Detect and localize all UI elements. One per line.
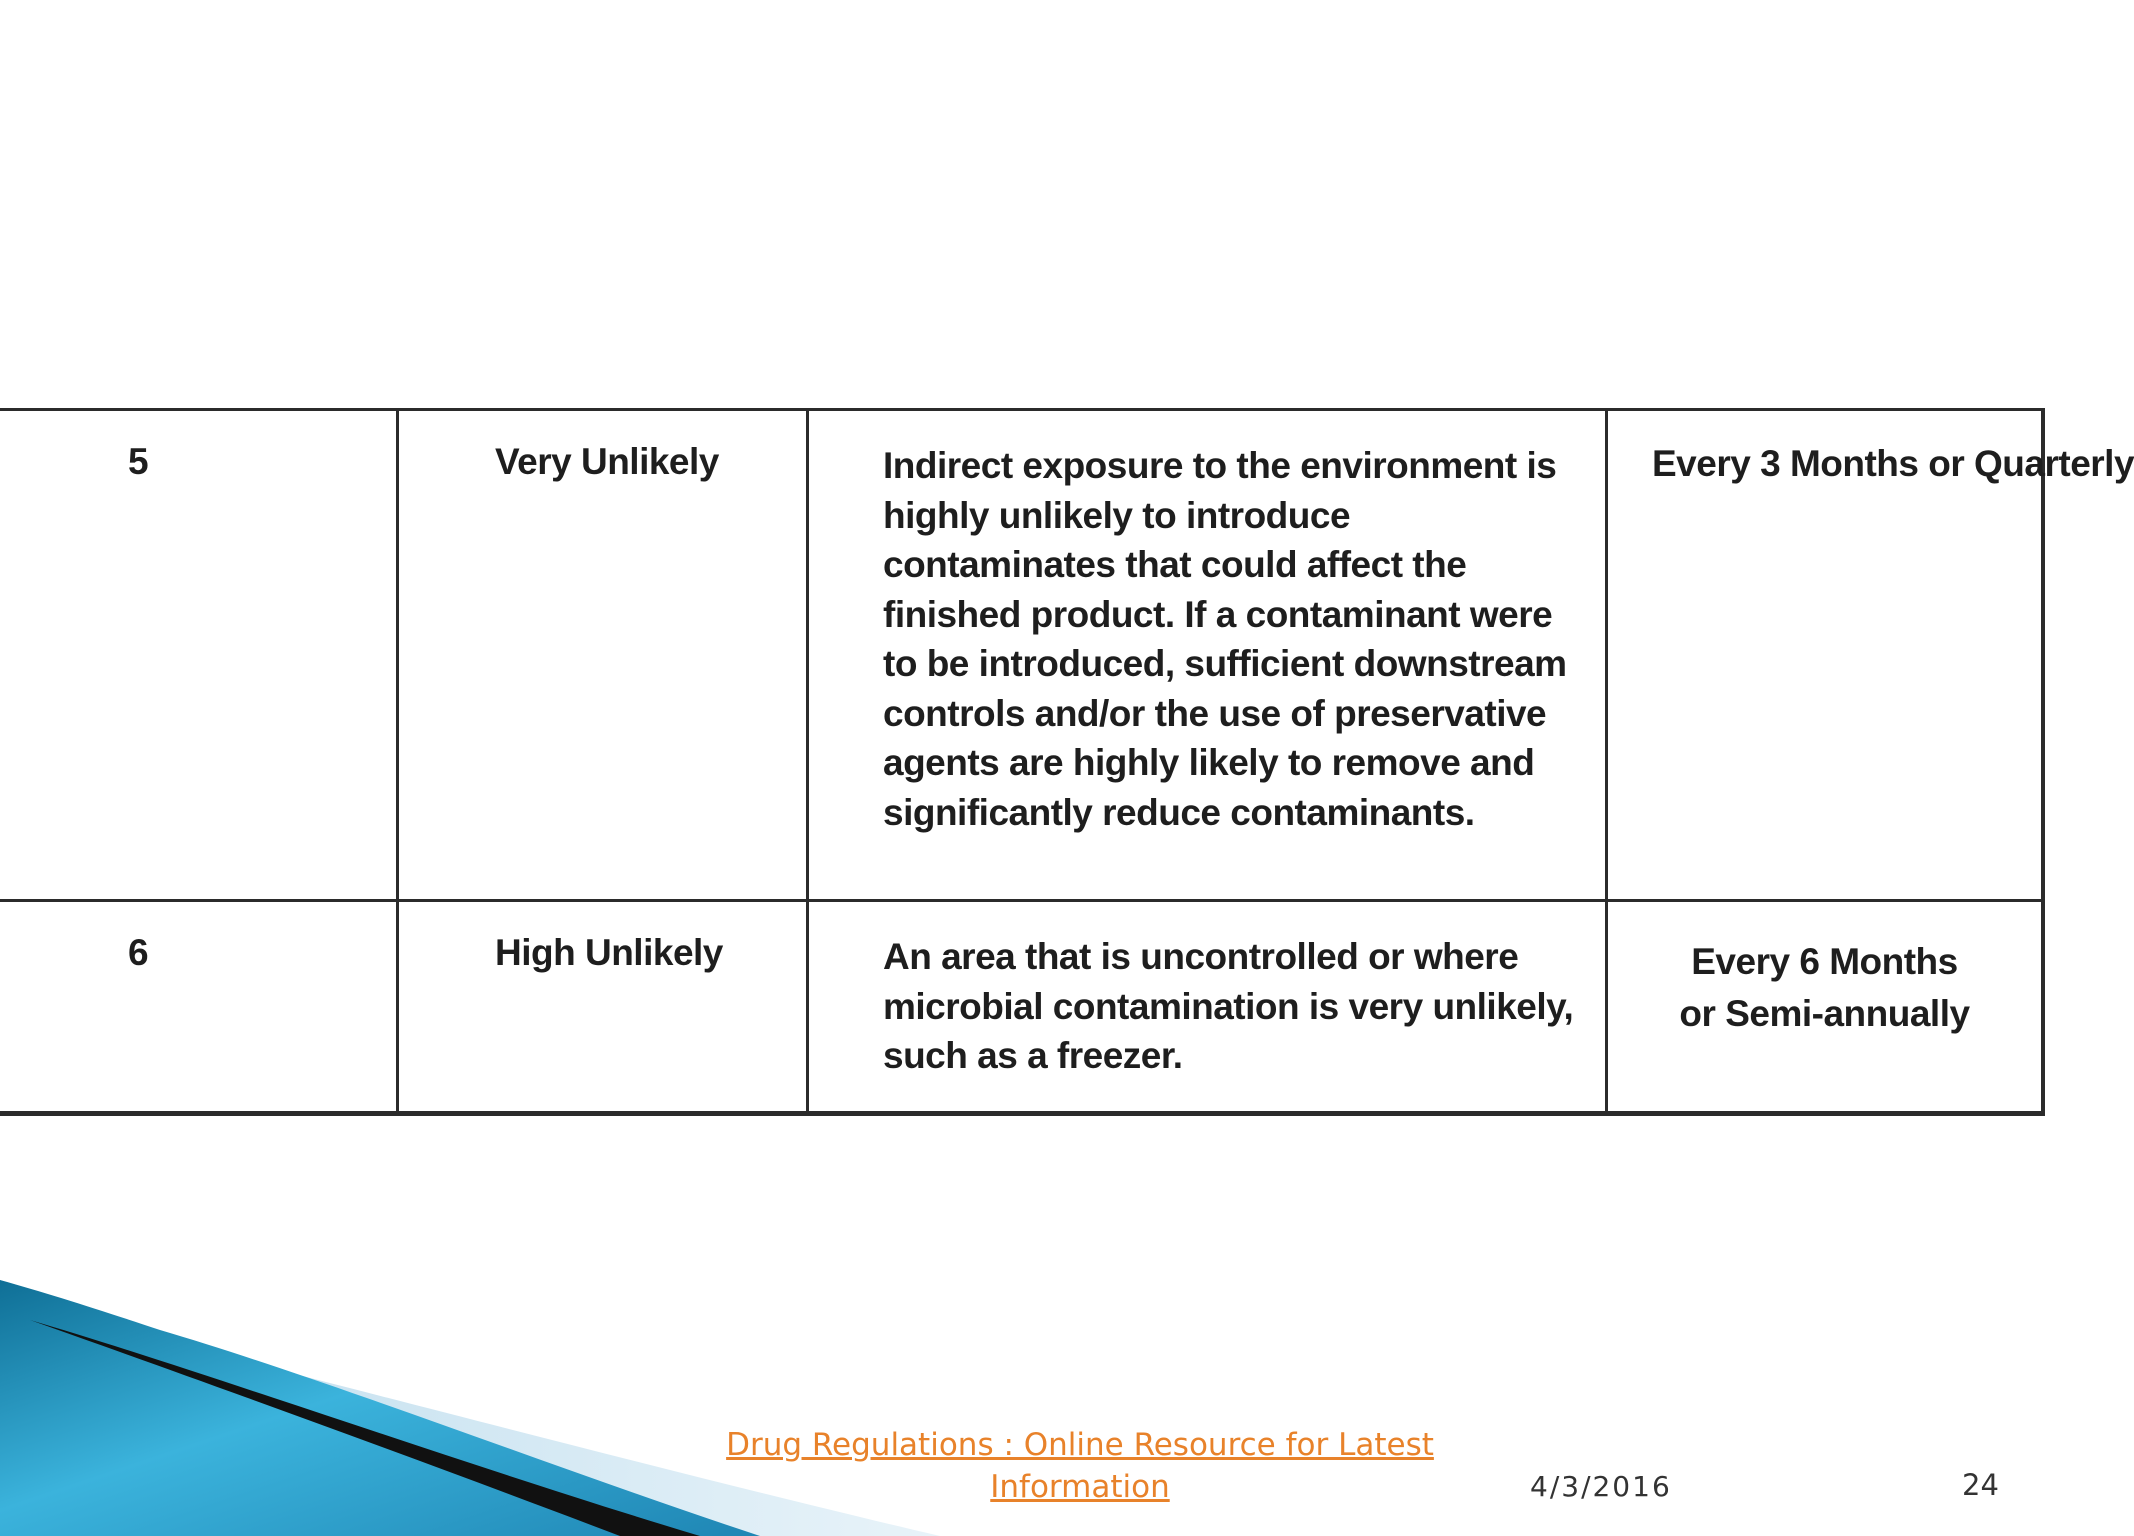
footer-link-line[interactable]: Information	[990, 1469, 1170, 1505]
row-number: 5	[127, 441, 149, 482]
frequency-line: Every 6 Months	[1691, 941, 1958, 983]
frequency-cell: Every 3 Months or Quarterly	[1607, 410, 2044, 901]
risk-frequency-table	[0, 408, 2134, 1116]
likelihood-label: Very Unlikely	[495, 441, 719, 482]
description-cell: Indirect exposure to the environment is highly unlikely to introduce contaminates that could affect the finished product. If a contaminant were to be introduced, sufficient downstream controls and/or the use of preservative agents are highly likely to remove and significantly reduce contaminants.	[808, 410, 1607, 901]
table-row	[0, 901, 2043, 1114]
frequency-cell	[1607, 901, 2044, 1114]
description-cell: An area that is uncontrolled or where microbial contamination is very unlikely, such as a freezer.	[808, 901, 1607, 1114]
likelihood-label: High Unlikely	[495, 932, 723, 974]
slide-number: 24	[1962, 1468, 1999, 1502]
table-row	[0, 410, 2043, 901]
row-number-cell	[0, 410, 398, 901]
row-number: 6	[127, 932, 149, 974]
footer-link-line[interactable]: Drug Regulations : Online Resource for Latest	[726, 1427, 1434, 1463]
frequency-table-container	[0, 408, 2134, 1116]
frequency-line: or Semi-annually	[1679, 993, 1970, 1035]
row-number-cell	[0, 901, 398, 1114]
footer-resource-link[interactable]	[690, 1424, 1470, 1508]
likelihood-cell	[398, 901, 808, 1114]
footer-date: 4/3/2016	[1530, 1470, 1672, 1503]
likelihood-cell	[398, 410, 808, 901]
